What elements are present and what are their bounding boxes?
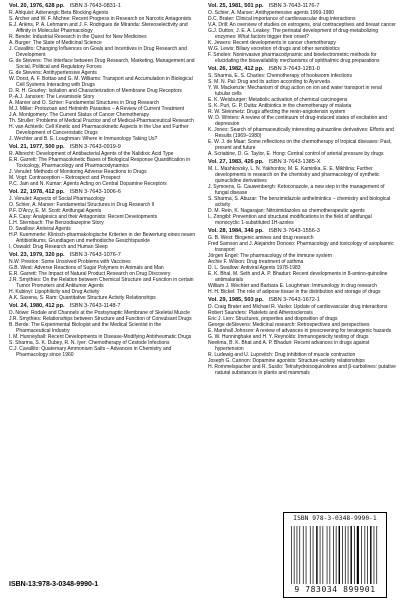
volume-header: [9, 189, 197, 196]
article-entry: P.F. D'Arcy, E. M. Scott: Antifungal Agents: [9, 208, 102, 214]
article-entry: S. Sharma, E. S. Charles: Chemotherapy of hookworm infections: [208, 73, 352, 79]
article-entry: Th. Struller: Problems of Medical Practice and of Medical-Pharmaceutical Research: [9, 118, 194, 124]
volume-title: Vol. 21, 1977, 500 pp.: [9, 144, 65, 150]
article-entry: S. Sharma, S. K. Dubey, R. N. Iyer: Chemotherapy of Cestode Infections: [9, 340, 170, 346]
volume-entry: [9, 303, 197, 358]
volume-header: [208, 3, 396, 10]
article-entry: H. H. Bickel: The role of adipose tissue in the distribution and storage of drugs: [208, 289, 381, 295]
volume-isbn: ISBN 3-7643-0919-9: [69, 144, 121, 150]
volume-isbn: ISBN 3-7643-1006-6: [69, 189, 121, 195]
article-entry: D. L. Swallow: Antiviral Agents 1978-1983: [208, 265, 301, 271]
article-entry: W. D. Winters: A review of the continuum of drug-induced states of excitation and depression: [208, 115, 387, 127]
volume-title: Vol. 27, 1983, 426 pp.: [208, 159, 264, 165]
volume-title: Vol. 29, 1985, 503 pp.: [208, 297, 264, 303]
article-entry: A.F. Casy: Analgesics and their Antagonists: Recent Developments: [9, 214, 158, 220]
article-entry: P.-A.J. Janssen: The Levamisole Story: [9, 94, 95, 100]
article-entry: S. M. N. Pal: Drug and its action according to Ayurveda: [208, 79, 330, 85]
barcode-digits: 9 783034 899901: [294, 585, 376, 594]
article-entry: W.G. Lewis: Biliary excretion of drugs and other xenobiotics: [208, 46, 340, 52]
isbn-barcode-box: [283, 512, 387, 598]
article-entry: J. Symoens, G. Cauwenbergh: Ketoconazole, a new step in the management of fungal disease: [208, 184, 385, 196]
article-entry: F. Smolen: Noninvasive pharmacodynamic and bioelectrometric methods for elucidating the bioavailability mechanisms of ophthalmic drug preparations: [208, 52, 380, 64]
article-entry: Jörgen Engel: The pharmacology of the immune system: [208, 253, 332, 259]
volume-title: Vol. 20, 1976, 628 pp.: [9, 3, 65, 9]
article-entry: A. Marxer and O. Schier: Fundamental Structures in Drug Research: [9, 100, 160, 106]
article-entry: J.A. Montgomery: The Current Status of Cancer Chemotherapy: [9, 112, 149, 118]
volume-entry: [208, 3, 396, 64]
article-entry: L.H. Sternbach: The Benzodiazepine Story: [9, 220, 104, 226]
article-entry: J. Venulet: Methods of Monitoring Adverse Reactions to Drugs: [9, 169, 147, 175]
article-entry: J. Venulet: Aspects of Social Pharmacology: [9, 196, 106, 202]
article-entry: D. M. Rein, K. Nagarajan: Nitroimidazoles as chemotherapeutic agents: [208, 208, 365, 214]
article-entry: H. Kubinyi: Lipophilicity and Drug Activity: [9, 289, 100, 295]
article-entry: M.J. Miller: Protozoan and Helminth Parasites – A Review of Current Treatment: [9, 106, 185, 112]
article-entry: J.R. Smythies: Relationships between Structure and Function of Convulsant Drugs: [9, 316, 192, 322]
volume-header: [9, 144, 197, 151]
article-entry: R. W. Steinmetz: Drugs affecting the renin-angiotensin system: [208, 109, 346, 115]
volume-isbn: ISBN 3-7643-1281-0: [268, 66, 320, 72]
article-entry: Fred Samson and J. Alejandro Donoso: Pharmacology and toxicology of axoplasmic transport: [208, 241, 394, 253]
volume-entry: [9, 252, 197, 301]
volume-title: Vol. 26, 1982, 412 pp.: [208, 66, 264, 72]
volume-entry: [208, 159, 396, 226]
article-entry: G.J. Dutton, J. E. A. Leakey: The perinatal development of drug-metabolizing enzymes: What factors trigger their onset?: [208, 28, 379, 40]
isbn-13-label: ISBN-13:978-3-0348-9990-1: [9, 581, 99, 588]
article-entry: O. Schier, A. Marxer: Antihypertensive agents 1969-1980: [208, 10, 334, 16]
article-entry: William J. Wechter and Barbara E. Loughman: Immunology in drug research: [208, 283, 377, 289]
article-entry: Y. W. Mackenzie: Mechanism of drug action on ion and water transport in renal tubular cells: [208, 85, 382, 97]
volume-title: Vol. 24, 1980, 412 pp.: [9, 303, 65, 309]
volume-entry: [9, 144, 197, 187]
volume-header: [9, 303, 197, 310]
volume-header: [9, 3, 197, 10]
volume-entry: [208, 297, 396, 376]
article-entry: S. Archer and W. F. Michne: Recent Progress in Research on Narcotic Antagonists: [9, 16, 192, 22]
volume-header: [208, 66, 396, 73]
volume-header: [208, 159, 396, 166]
article-entry: R. Bende: Industrial Research in the Quest for New Medicines: [9, 34, 147, 40]
barcode-isbn-text: ISBN 978-3-0348-9990-1: [293, 515, 377, 522]
article-entry: D.C. Brater: Clinical importance of cardiovascular drug interactions: [208, 16, 356, 22]
volume-header: [208, 297, 396, 304]
volume-title: Vol. 22, 1978, 412 pp.: [9, 189, 65, 195]
article-entry: H. Rommelspacher and R. Susilo: Tetrahydroisoquinolines and β-carbolines: putative natural substances in plants and mammals: [208, 364, 396, 376]
barcode-bars: [291, 526, 379, 584]
article-entry: P.C. Jain and N. Kumar: Agents Acting on Central Dopamine Receptors: [9, 181, 167, 187]
article-entry: I. M. Hunneyball: Recent Developments in Disease-Modifying Antirheumatic Drugs: [9, 334, 192, 340]
volume-isbn: ISBN 3-7643-1076-7: [69, 252, 121, 258]
volume-title: Vol. 28, 1984, 346 pp.: [208, 228, 264, 234]
article-entry: D. Swallow: Antiviral Agents: [9, 226, 71, 232]
article-entry: H. van Achterik: Cell Kinetic and Pharmacokinetic Aspects in the Use and Further Development of Cancerostatic Drugs: [9, 124, 189, 136]
volume-entry: [9, 189, 197, 250]
article-entry: E.R. Garrett: The Pharmacokinetic Bases of Biological Response Quantification in Toxicology, Pharmacology and Pharmacodynamics: [9, 157, 191, 169]
article-entry: Joseph G. Cannon: Dopamine agonists: Structure-activity relationships: [208, 358, 365, 364]
article-entry: O. Schier, A. Marxer: Fundamental Structures in Drug Research II: [9, 202, 155, 208]
article-entry: S. Sharma, S. Abuzar: The benzimidazole anthelmintics – chemistry and biological activity: [208, 196, 391, 208]
article-entry: Neelima, B. K. Bhat and A. P. Bhaduri: Recent advances in drugs against hypertension: [208, 340, 370, 352]
article-entry: D. R. H. Gourley: Isolation and Characterization of Membrane Drug Receptors: [9, 88, 182, 94]
article-entry: R. Albrecht: Development of Antibacterial Agents of the Nalidixic Acid Type: [9, 151, 174, 157]
article-entry: E.R. Garrett: The Impact of Natural Product Research on Drug Discovery: [9, 271, 171, 277]
article-entry: J. Wechter and B. E. Loughman: Where in Immunology Taking Us?: [9, 136, 158, 142]
article-entry: J.R. Smythies: On the Relation between Chemical Structure and Function in certain Tumor Promoters and Antitumor Agents: [9, 277, 194, 289]
volume-header: [208, 228, 396, 235]
right-volume-column: [208, 3, 396, 517]
article-entry: George deStevens: Medicinal research: Retrospectives and perspectives: [208, 322, 370, 328]
left-volume-column: [9, 3, 197, 559]
article-entry: S. K. Puri, G. P. Dutta: Antibiotics in the chemotherapy of malaria: [208, 103, 352, 109]
article-entry: Robert Saunders: Platelets and Atherosclerosis: [208, 310, 313, 316]
article-entry: M. Vogt: Contraception – Retrospect and Prospect: [9, 175, 121, 181]
article-entry: I. Oswald: Drug Research and Human Sleep: [9, 244, 108, 250]
article-entry: D. Nowe: Rodale and Channels at the Postsynaptic Membrane of Skeletal Muscle: [9, 310, 190, 316]
article-entry: E.J. Ariëns, P. A. Lehmann and J. F. Rodrigues de Miranda: Stereoselectivity and Affinity in Molecular Pharmacology: [9, 22, 188, 34]
article-entry: L. Zirngibl: Prevention and structural modifications in the field of antifungal monocyclic 1-substituted 1H-azoles: [208, 214, 372, 226]
article-entry: D. Craig Brater and Michael R. Vasko: Update of cardiovascular drug interactions: [208, 304, 388, 310]
article-entry: K. Jones: Search of pharmaceutically interesting quinazoline derivatives: Efforts and Results (1969–1980): [208, 127, 394, 139]
volume-isbn: ISBN 3-7643-1556-3: [268, 228, 320, 234]
article-entry: K. Jewers: Recent developments in cancer chemotherapy: [208, 40, 336, 46]
article-entry: M. L. Mashkovsky, L. N. Yakhontov, M. E. Kaminka, E. E. Mikhlina: Further developments in research on the chemistry and pharmacology of synthetic quinuclidine derivatives: [208, 166, 380, 184]
article-entry: G. de Stevens: Antihypertensive Agents: [9, 70, 97, 76]
volume-isbn: ISBN 3-7643-1176-7: [268, 3, 320, 9]
article-entry: C.J. Cavallito: Quaternary Ammonium Salts – Advances in Chemistry and Pharmacology since 1960: [9, 346, 172, 358]
article-entry: N.W. Preston: Some Unsolved Problems with Vaccines: [9, 259, 131, 265]
article-entry: J. Cavallito: Changing Influences on Goals and Incentives in Drug Research and Development: [9, 46, 187, 58]
article-entry: E. W. J. de Maar: Some reflections on the chemotherapy of tropical diseases: Past, present and future: [208, 139, 392, 151]
volume-isbn: ISBN 3-7643-1672-1: [268, 297, 320, 303]
article-entry: R. Ahlquist: Adrenergic Beta Blocking Agents: [9, 10, 109, 16]
article-entry: A.K. Saxena, S. Ram: Quantitative Structure Activity Relationships: [9, 295, 156, 301]
volume-isbn: ISBN 3-7643-1385-X: [268, 159, 321, 165]
volume-isbn: ISBN 3-7643-1148-7: [69, 303, 121, 309]
volume-isbn: ISBN 3-7643-0831-1: [69, 3, 121, 9]
article-entry: E. K. Weisburger: Metabolic activation of chemical carcinogens: [208, 97, 348, 103]
volume-entry: [9, 3, 197, 142]
article-entry: H.P. Kuemmerle: Klinisch-pharmakologische Kriterien in der Bewertung eines neuen Antibiotikums. Grundlagen und methodische Gesichtspunkte: [9, 232, 196, 244]
article-entry: G. de Stevens: The Interface between Drug Research, Marketing, Management and Social, Political and Regulatory Forces: [9, 58, 195, 70]
article-entry: W. Dorst, A. F. Bottao and G. M. Williams: Transport and Accumulation in Biological Cell Systems Interacting with Drugs: [9, 76, 193, 88]
article-entry: A. Scriabine, D. G. Taylor, E. Hong: Central control of arterial pressure by drugs: [208, 151, 384, 157]
article-entry: E. K. Bhal, M. Seth and A. P. Bhaduri: Recent developments in 8-amino-quinoline antimalarials: [208, 271, 388, 283]
volume-title: Vol. 23, 1979, 320 pp.: [9, 252, 65, 258]
volume-entry: [208, 66, 396, 157]
article-entry: Archie F. Wilson: Drug treatment of asthma: [208, 259, 304, 265]
article-entry: E. Marshall Johnson: A review of advances in prescreening for teratogenic hazards: [208, 328, 392, 334]
volume-title: Vol. 25, 1981, 501 pp.: [208, 3, 264, 9]
article-entry: B. Berde: The Experimental Biologist and the Medical Scientist in the Pharmaceutical Industry: [9, 322, 162, 334]
article-entry: A. Burger: The State of Medicinal Science: [9, 40, 102, 46]
article-entry: Eric J. Lien: Structures, properties and disposition of drugs: [208, 316, 338, 322]
article-entry: V.A. Drill: An overview of studies on estrogens, oral contraceptives and breast cancer: [208, 22, 396, 28]
article-entry: G. B. West: Biogenic amines and drug research: [208, 235, 314, 241]
article-entry: G.B. West: Adverse Reactions of Sugar Polymers in Animals and Man: [9, 265, 164, 271]
article-entry: G. W. Hunninghake and H. Y. Reynolds: Immunogenicity testing of drugs: [208, 334, 369, 340]
article-entry: R. Ludewig and U. Lupovitch: Drug inhibition of muscle contraction: [208, 352, 356, 358]
volume-header: [9, 252, 197, 259]
volume-entry: [208, 228, 396, 295]
